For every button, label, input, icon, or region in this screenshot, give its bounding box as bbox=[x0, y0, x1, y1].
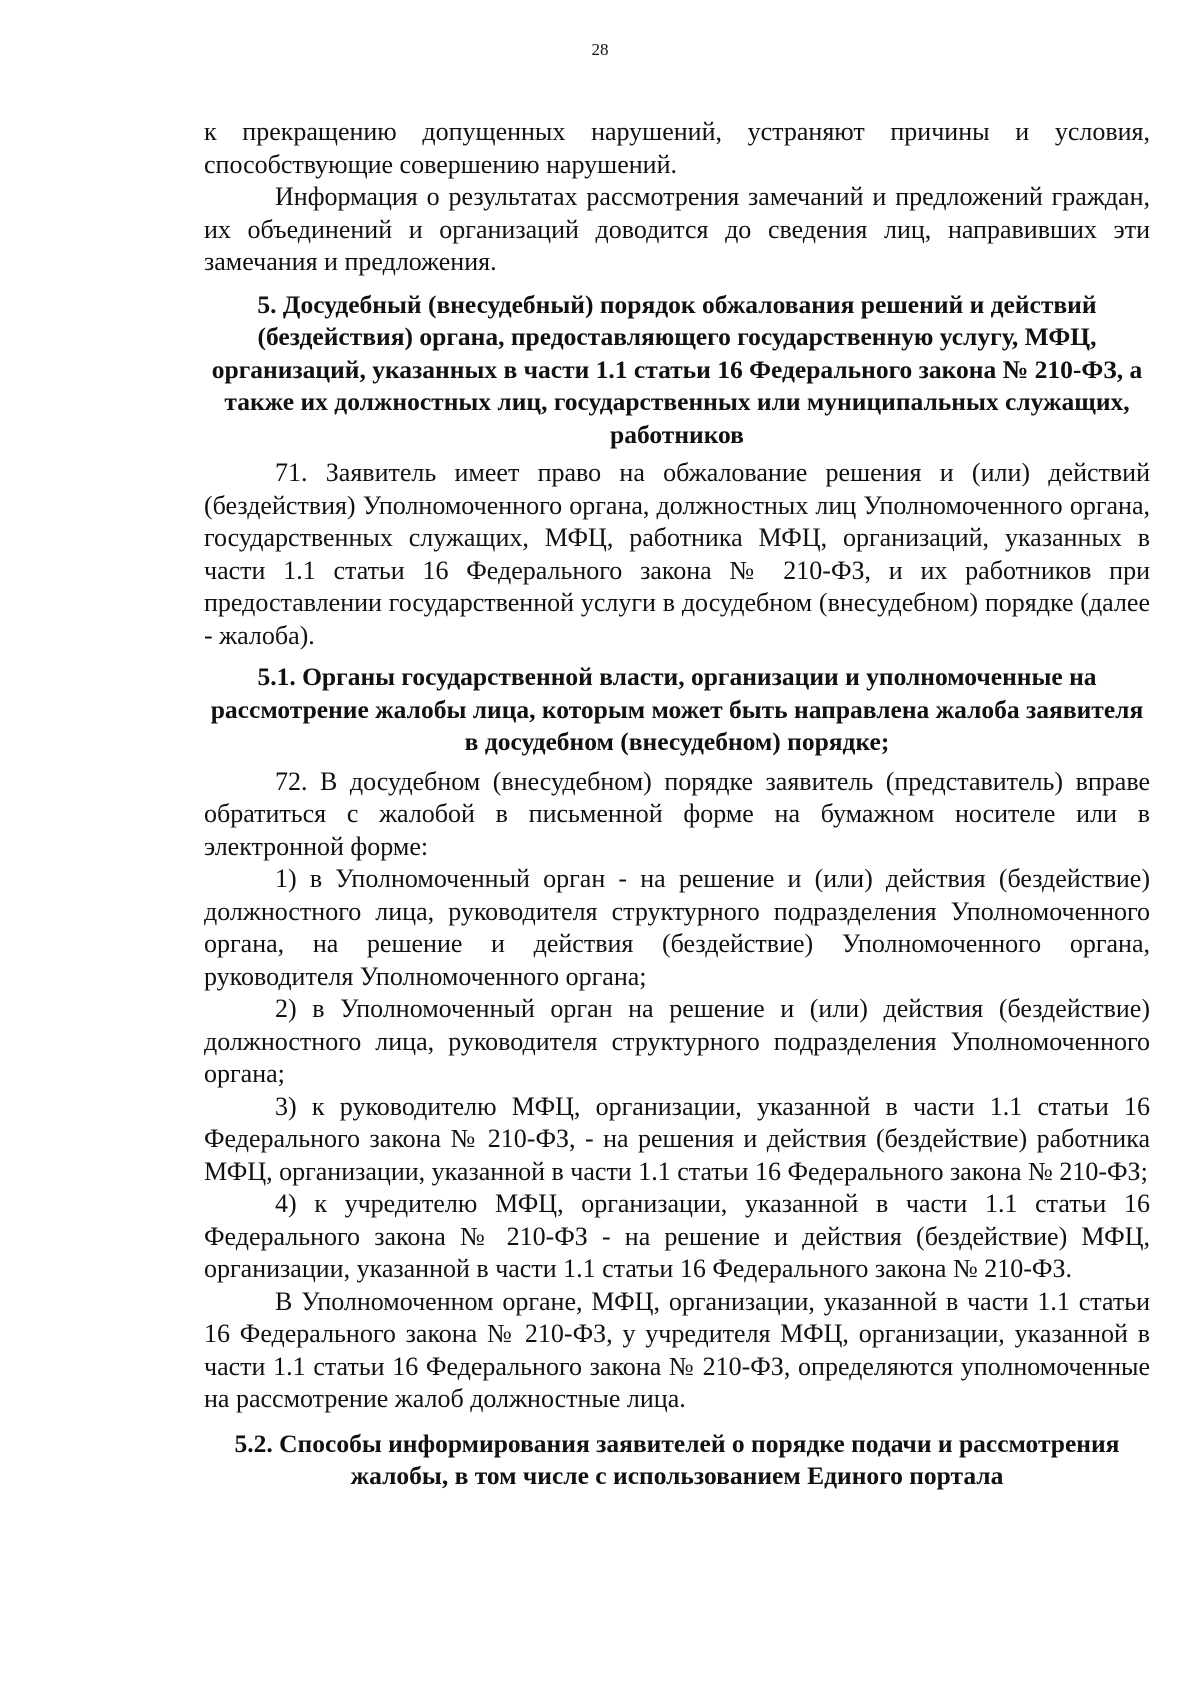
paragraph-71: 71. Заявитель имеет право на обжалование решения и (или) действий (бездействия) Уполномоченного органа, должностных лиц Уполномоченного органа, государственных служащих, МФЦ, работника МФЦ, организаций, указанных в части 1.1 статьи 16 Федерального закона № 210-ФЗ, и их работников при предоставлении государственной услуги в досудебном (внесудебном) порядке (далее - жалоба). bbox=[204, 458, 1150, 650]
list-item-3: 3) к руководителю МФЦ, организации, указанной в части 1.1 статьи 16 Федерального закона № 210-ФЗ, - на решения и действия (бездействие) работника МФЦ, организации, указанной в части 1.1 статьи 16 Федерального закона № 210-ФЗ; bbox=[204, 1091, 1150, 1186]
section-heading-5-1: 5.1. Органы государственной власти, организации и уполномоченные на рассмотрение жалобы лица, которым может быть направлена жалоба заявителя в досудебном (внесудебном) порядке; bbox=[210, 662, 1144, 756]
paragraph-information: Информация о результатах рассмотрения замечаний и предложений граждан, их объединений и организаций доводится до сведения лиц, направивших эти замечания и предложения. bbox=[204, 182, 1150, 276]
list-item-2: 2) в Уполномоченный орган на решение и (или) действия (бездействие) должностного лица, руководителя структурного подразделения Уполномоченного органа; bbox=[204, 994, 1150, 1088]
page-number: 28 bbox=[591, 40, 609, 59]
list-item-4: 4) к учредителю МФЦ, организации, указанной в части 1.1 статьи 16 Федерального закона № 210-ФЗ - на решение и действия (бездействие) МФЦ, организации, указанной в части 1.1 статьи 16 Федерального закона № 210-ФЗ. bbox=[204, 1189, 1150, 1283]
section-heading-5-2: 5.2. Способы информирования заявителей о порядке подачи и рассмотрения жалобы, в том числе с использованием Единого портала bbox=[234, 1428, 1120, 1490]
paragraph-continuation: к прекращению допущенных нарушений, устраняют причины и условия, способствующие совершению нарушений. bbox=[204, 117, 1150, 179]
paragraph-72: 72. В досудебном (внесудебном) порядке заявитель (представитель) вправе обратиться с жалобой в письменной форме на бумажном носителе или в электронной форме: bbox=[204, 766, 1150, 861]
document-body bbox=[204, 116, 1150, 1500]
section-heading-5: 5. Досудебный (внесудебный) порядок обжалования решений и действий (бездействия) органа, предоставляющего государственную услугу, МФЦ, организаций, указанных в части 1.1 статьи 16 Федерального закона № 210-ФЗ, а также их должностных лиц, государственных или муниципальных служащих, работников bbox=[211, 289, 1143, 449]
paragraph-responsible-persons: В Уполномоченном органе, МФЦ, организации, указанной в части 1.1 статьи 16 Федерального закона № 210-ФЗ, у учредителя МФЦ, организации, указанной в части 1.1 статьи 16 Федерального закона № 210-ФЗ, определяются уполномоченные на рассмотрение жалоб должностные лица. bbox=[204, 1286, 1150, 1413]
list-item-1: 1) в Уполномоченный орган - на решение и (или) действия (бездействие) должностного лица, руководителя структурного подразделения Уполномоченного органа, на решение и действия (бездействие) Уполномоченного органа, руководителя Уполномоченного органа; bbox=[204, 864, 1150, 991]
